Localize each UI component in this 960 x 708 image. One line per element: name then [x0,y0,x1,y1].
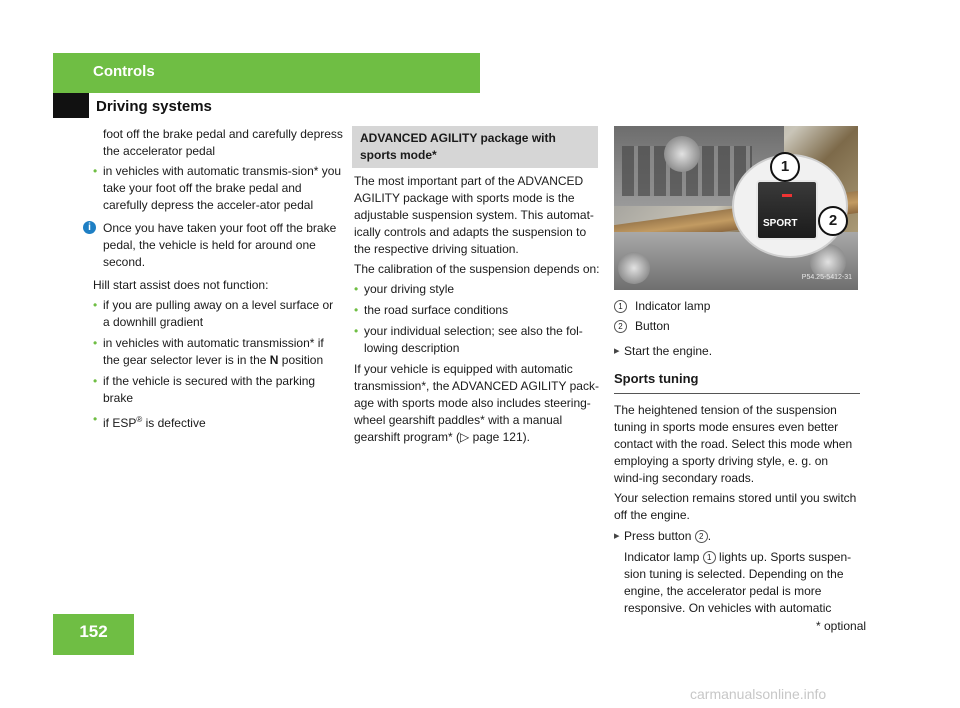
legend-item [614,298,860,315]
callout-2: 2 [818,206,848,236]
column-middle [354,126,602,449]
result-text-end: lights up. Sports suspen-sion tuning is selected. Depending on the engine, the accelerator pedal is more responsive. On vehicles with automatic [624,550,852,615]
list-item: • the road surface conditions [354,302,602,319]
legend-number: 1 [614,300,627,313]
info-note [88,220,343,271]
legend-label: Indicator lamp [635,299,711,313]
footnote: * optional [816,619,867,633]
result-text-start: Indicator lamp [624,550,703,564]
chapter-title: Controls [93,63,155,80]
list-item: • in vehicles with automatic transmis-sion* you take your foot off the brake pedal and carefully depress the acceler-ator pedal [93,163,343,214]
info-text: Once you have taken your foot off the brake pedal, the vehicle is held for around one second. [103,221,337,269]
page-number: 152 [53,614,134,655]
climate-knob [618,252,650,284]
auto-text-mid: the gear selector lever is in the [103,353,270,367]
list-item: • if you are pulling away on a level surface or a downhill gradient [93,297,343,331]
column-left [88,126,343,436]
sport-button [756,180,818,240]
sport-button-label: SPORT [763,218,798,229]
photo-code: P54.25-5412-31 [801,274,852,281]
paragraph: Your selection remains stored until you switch off the engine. [614,491,857,522]
step-press-button [614,528,860,545]
header-marker [53,93,89,118]
step-text: Press button [624,529,695,543]
paragraph: The most important part of the ADVANCED AGILITY package with sports mode is the adjustable suspension system. This automat-ically controls and adapts the suspension to the respective driving situation. [354,174,594,256]
list-item: • if the vehicle is secured with the parking brake [93,373,343,407]
list-item [93,411,343,432]
inline-number: 1 [703,551,716,564]
section-heading-agility: ADVANCED AGILITY package with sports mode* [352,126,598,168]
section-heading-sports-tuning: Sports tuning [614,370,860,394]
esp-text-end: is defective [142,416,206,430]
indicator-lamp [782,194,792,197]
inline-number: 2 [695,530,708,543]
section-title: Driving systems [96,98,212,115]
auto-text-end: position [278,353,324,367]
step-text-end: . [707,529,712,543]
esp-text: if ESP [103,416,137,430]
result-text [614,549,860,617]
info-icon: i [83,221,96,234]
hill-start-intro: Hill start assist does not function: [93,278,269,292]
continued-text: foot off the brake pedal and carefully depress the accelerator pedal [103,127,343,158]
control-knob [664,136,700,172]
callout-1: 1 [770,152,800,182]
list-item [93,335,343,369]
registered-mark: ® [136,415,143,424]
legend-number: 2 [614,320,627,333]
watermark: carmanualsonline.info [690,686,827,702]
list-item: • your driving style [354,281,602,298]
legend-item [614,318,860,335]
paragraph: The heightened tension of the suspension tuning in sports mode ensures even better contact with the road. Select this mode when employing a sporty driving style, e. g. on wind-ing secondary roads. [614,403,853,485]
list-item: • your individual selection; see also the fol-lowing description [354,323,602,357]
paragraph: The calibration of the suspension depends on: [354,262,600,276]
legend-label: Button [635,319,670,333]
step-start-engine: ▸ Start the engine. [614,343,860,360]
paragraph: If your vehicle is equipped with automatic transmission*, the ADVANCED AGILITY pack-age with sports mode also includes steering-wheel gearshift paddles* with a manual gearshift program* (▷ page 121). [354,362,599,444]
sport-button-photo [614,126,858,290]
gear-n: N [269,353,279,367]
column-right [614,126,860,620]
auto-text: in vehicles with automatic transmission* if [103,336,324,350]
